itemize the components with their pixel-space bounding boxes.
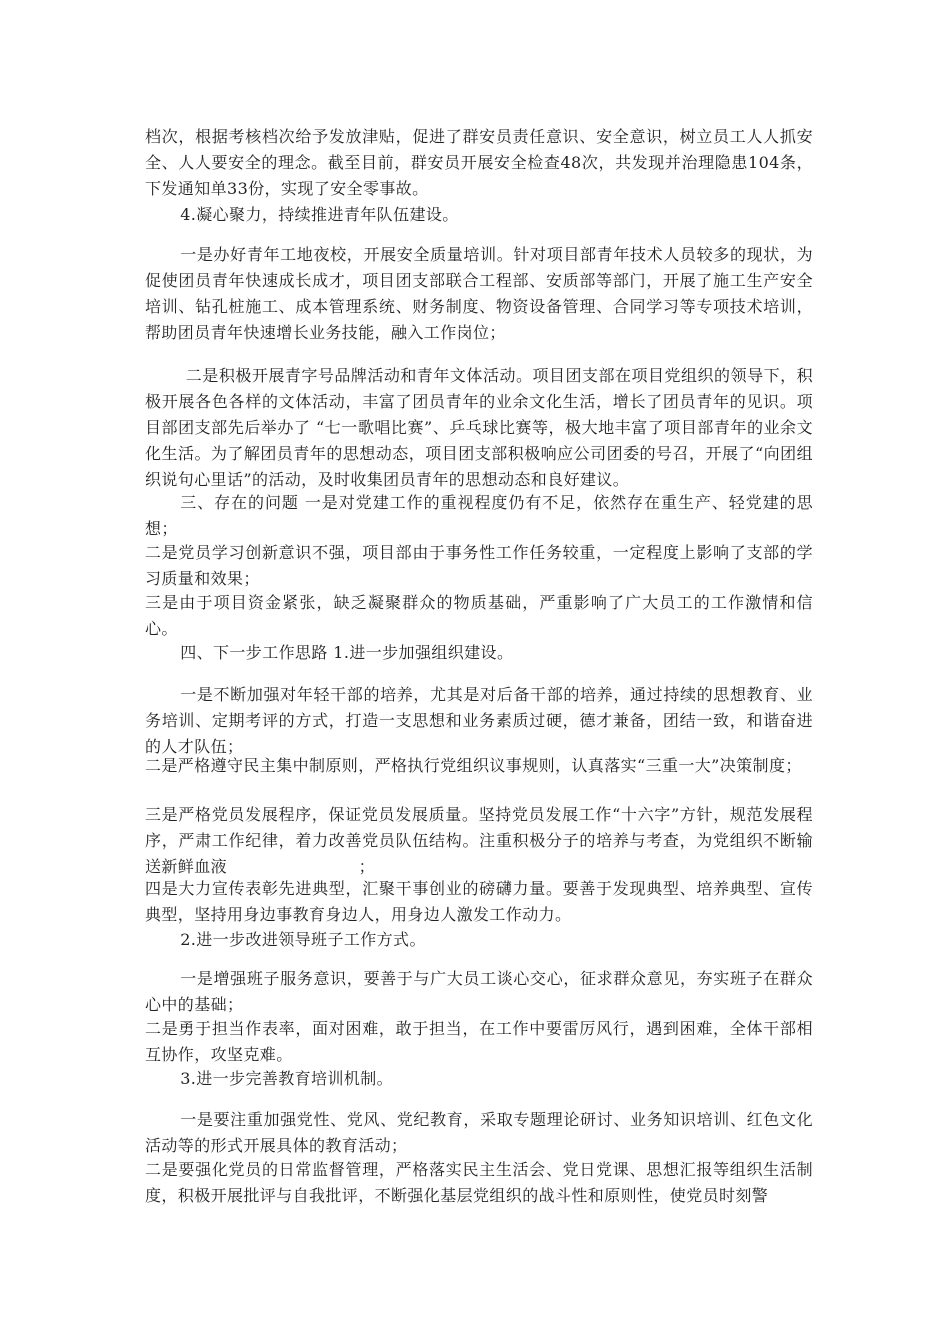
- paragraph-problems-1: 三、存在的问题 一是对党建工作的重视程度仍有不足，依然存在重生产、轻党建的思想；: [145, 493, 813, 538]
- paragraph-publicize-models: 四是大力宣传表彰先进典型，汇聚干事创业的磅礴力量。要善于发现典型、培养典型、宣传典型，坚持用身边事教育身边人，用身边人激发工作动力。: [145, 879, 813, 924]
- paragraph-service-awareness: 一是增强班子服务意识，要善于与广大员工谈心交心，征求群众意见，夯实班子在群众心中的基础；: [145, 969, 813, 1014]
- paragraph-take-responsibility: 二是勇于担当作表率，面对困难，敢于担当，在工作中要雷厉风行，遇到困难，全体干部相互协作，攻坚克难。: [145, 1019, 813, 1064]
- paragraph-member-development: 三是严格党员发展程序，保证党员发展质量。坚持党员发展工作“十六字”方针，规范发展程序，严肃工作纪律，着力改善党员队伍结构。注重积极分子的培养与考查，为党组织不断输送新鲜血液 ；: [145, 805, 813, 876]
- paragraph-youth-activities: 二是积极开展青字号品牌活动和青年文体活动。项目团支部在项目党组织的领导下，积极开展各色各样的文体活动，丰富了团员青年的业余文化生活，增长了团员青年的见识。项目部团支部先后举办了 “七一歌唱比赛”、乒乓球比赛等，极大地丰富了项目部青年的业余文化生活。为了解团员青年的思想动态，项目团支部积极响应公司团委的号召，开展了“向团组织说句心里话”的活动，及时收集团员青年的思想动态和良好建议。: [145, 366, 813, 489]
- heading-youth-team: 4.凝心聚力，持续推进青年队伍建设。: [180, 205, 459, 224]
- heading-education-training: 3.进一步完善教育培训机制。: [180, 1069, 394, 1088]
- paragraph-youth-night-school: 一是办好青年工地夜校，开展安全质量培训。针对项目部青年技术人员较多的现状，为促使团员青年快速成长成才，项目团支部联合工程部、安质部等部门，开展了施工生产安全培训、钻孔桩施工、成本管理系统、财务制度、物资设备管理、合同学习等专项技术培训，帮助团员青年快速增长业务技能，融入工作岗位；: [145, 245, 813, 342]
- paragraph-party-education: 一是要注重加强党性、党风、党纪教育，采取专题理论研讨、业务知识培训、红色文化活动等的形式开展具体的教育活动；: [145, 1110, 813, 1155]
- paragraph-cadre-training: 一是不断加强对年轻干部的培养，尤其是对后备干部的培养，通过持续的思想教育、业务培训、定期考评的方式，打造一支思想和业务素质过硬，德才兼备，团结一致，和谐奋进的人才队伍；: [145, 685, 813, 756]
- paragraph-safety-result: 档次，根据考核档次给予发放津贴，促进了群安员责任意识、安全意识，树立员工人人抓安全、人人要安全的理念。截至目前，群安员开展安全检查48次，共发现并治理隐患104条，下发通知单33份，实现了安全零事故。: [145, 127, 813, 198]
- heading-leadership: 2.进一步改进领导班子工作方式。: [180, 930, 426, 949]
- paragraph-supervision: 二是要强化党员的日常监督管理，严格落实民主生活会、党日党课、思想汇报等组织生活制度，积极开展批评与自我批评，不断强化基层党组织的战斗性和原则性，使党员时刻警: [145, 1160, 813, 1205]
- paragraph-problems-3: 三是由于项目资金紧张，缺乏凝聚群众的物质基础，严重影响了广大员工的工作激情和信心。: [145, 593, 813, 638]
- paragraph-problems-2: 二是党员学习创新意识不强，项目部由于事务性工作任务较重，一定程度上影响了支部的学习质量和效果；: [145, 543, 813, 588]
- paragraph-democratic-centralism: 二是严格遵守民主集中制原则，严格执行党组织议事规则，认真落实“三重一大”决策制度；: [145, 756, 802, 775]
- heading-next-steps: 四、下一步工作思路 1.进一步加强组织建设。: [180, 643, 514, 662]
